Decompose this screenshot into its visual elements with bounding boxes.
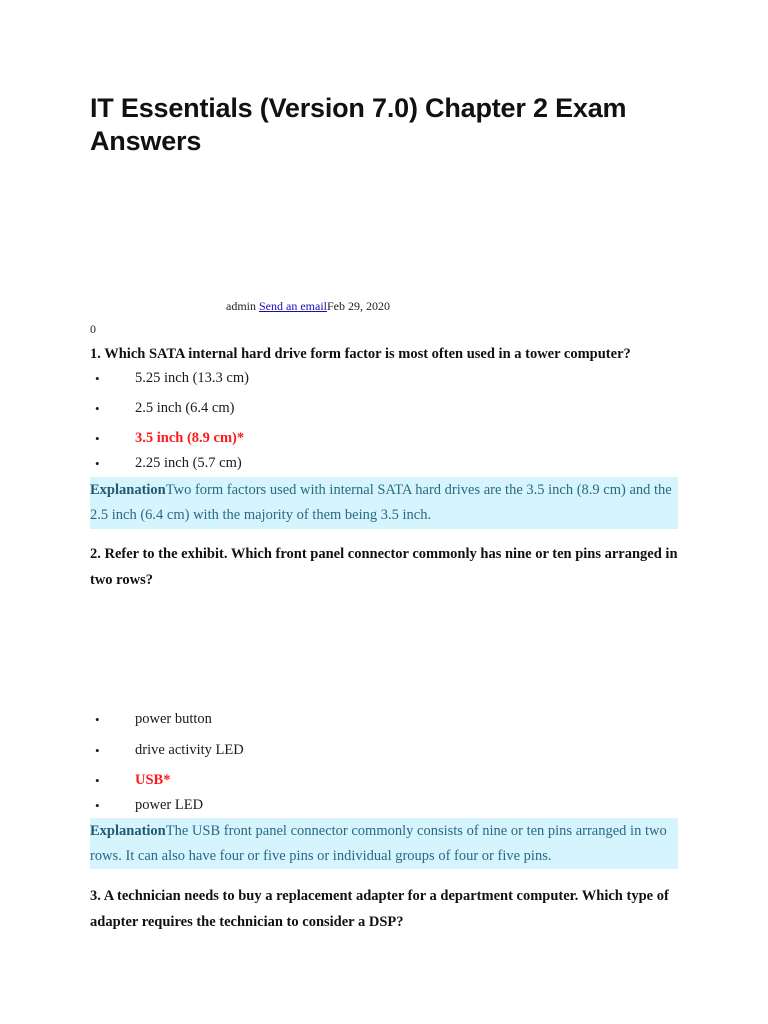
option-label: USB* <box>135 772 171 788</box>
explanation-text: Two form factors used with internal SATA hard drives are the 3.5 inch (8.9 cm) and the 2.5 inch (6.4 cm) with the majority of them being 3.5 inch. <box>90 482 672 523</box>
option <box>90 400 680 417</box>
bullet-icon: • <box>95 743 100 758</box>
page-title: IT Essentials (Version 7.0) Chapter 2 Exam Answers <box>90 93 627 156</box>
option-label: 2.5 inch (6.4 cm) <box>135 400 235 416</box>
option-label: drive activity LED <box>135 742 244 758</box>
option <box>90 455 680 472</box>
option-label: power LED <box>135 797 204 813</box>
option-label: 5.25 inch (13.3 cm) <box>135 370 249 386</box>
option-label: 2.25 inch (5.7 cm) <box>135 455 242 471</box>
option-correct <box>90 430 680 447</box>
option-label: power button <box>135 711 212 727</box>
option <box>90 797 680 814</box>
bullet-icon: • <box>95 431 100 446</box>
bullet-icon: • <box>95 712 100 727</box>
bullet-icon: • <box>95 371 100 386</box>
question-2: 2. Refer to the exhibit. Which front panel connector commonly has nine or ten pins arranged in two rows? <box>90 546 678 588</box>
bullet-icon: • <box>95 456 100 471</box>
exhibit-placeholder <box>90 600 680 700</box>
author-name: admin <box>226 299 256 313</box>
explanation-box-2 <box>90 818 678 869</box>
bullet-icon: • <box>95 401 100 416</box>
comment-count: 0 <box>90 322 96 336</box>
publish-date: Feb 29, 2020 <box>326 299 390 313</box>
question-1: 1. Which SATA internal hard drive form factor is most often used in a tower computer? <box>90 346 631 362</box>
option <box>90 711 680 728</box>
question-1-options <box>90 370 680 472</box>
bullet-icon: • <box>95 773 100 788</box>
send-email-link[interactable]: Send an email <box>259 299 327 313</box>
option-correct <box>90 772 680 789</box>
explanation-label: Explanation <box>90 823 166 839</box>
bullet-icon: • <box>95 798 100 813</box>
explanation-box-1 <box>90 477 678 529</box>
question-2-options <box>90 711 680 814</box>
option <box>90 742 680 759</box>
option-label: 3.5 inch (8.9 cm)* <box>135 430 245 446</box>
explanation-text: The USB front panel connector commonly consists of nine or ten pins arranged in two rows. It can also have four or five pins or individual groups of four or five pins. <box>90 823 667 864</box>
option <box>90 370 680 387</box>
explanation-label: Explanation <box>90 482 166 498</box>
question-3: 3. A technician needs to buy a replacement adapter for a department computer. Which type of adapter requires the technician to consider a DSP? <box>90 888 669 930</box>
article-meta <box>226 299 390 313</box>
